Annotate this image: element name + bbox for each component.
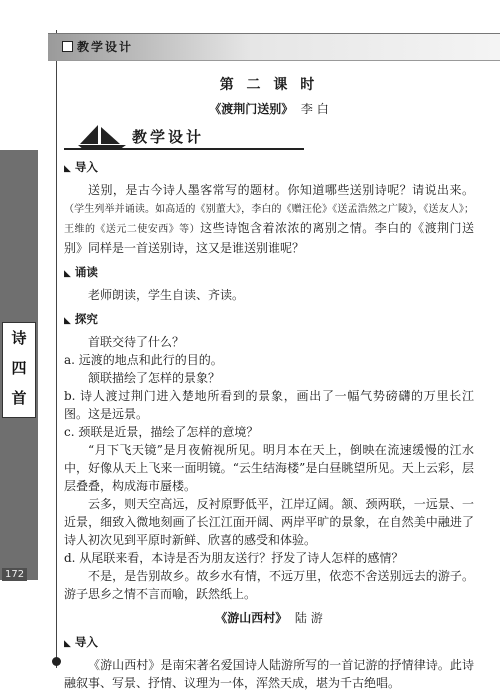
explore-question: 首联交待了什么？: [88, 335, 185, 349]
explore-question: c. 颈联是近景，描绘了怎样的意境？: [64, 425, 259, 439]
banner-underline: [64, 148, 304, 150]
poem-title: 《渡荆门送别》: [209, 102, 294, 116]
explore-paragraph: “月下飞天镜”是月夜俯视所见。明月本在天上，倒映在流速缓慢的江水中，好像从天上飞来一面明镜。“云生结海楼”是白昼眺望所见。天上云彩，层层叠叠，构成海市蜃楼。: [64, 443, 474, 493]
intro2-paragraph: 《游山西村》是南宋著名爱国诗人陆游所写的一首记游的抒情律诗。此诗融叙事、写景、抒情、议理为一体，浑然天成，堪为千古绝唱。: [64, 658, 474, 690]
section-heading-intro2: ◣ 导入: [64, 635, 98, 649]
poem-author: 李 白: [300, 102, 329, 116]
margin-rule: [56, 30, 57, 668]
margin-dot: [52, 657, 61, 666]
explore-answer: b. 诗人渡过荆门进入楚地所看到的景象，画出了一幅气势磅礴的万里长江图。这是远景。: [64, 389, 474, 421]
page-number: 172: [2, 568, 27, 581]
section-heading-read: ◣ 诵读: [64, 265, 98, 279]
checkbox-icon: [62, 41, 73, 52]
sailboat-icon: [76, 124, 128, 150]
banner-title: 教学设计: [132, 128, 205, 146]
arrow-icon: ◣: [64, 164, 71, 174]
side-tab: [2, 322, 36, 418]
poem-heading: [64, 609, 474, 627]
side-tab-char: 诗: [11, 329, 27, 347]
explore-question: d. 从尾联来看，本诗是否为朋友送行？抒发了诗人怎样的感情？: [64, 551, 404, 565]
section-heading-intro: ◣ 导入: [64, 160, 98, 174]
intro-paragraph: 送别，是古今诗人墨客常写的题材。你知道哪些送别诗呢？请说出来。（学生列举并诵读。如高适的《别董大》，李白的《赠汪伦》《送孟浩然之广陵》，《送友人》；王维的《送元二使安西》等）这些诗饱含着浓浓的离别之情。李白的《渡荆门送别》同样是一首送别诗，这又是谁送别谁呢？: [64, 183, 474, 255]
explore-paragraph: 不是，是告别故乡。故乡水有情，不远万里，依恋不舍送别远去的游子。游子思乡之情不言而喻，跃然纸上。: [64, 569, 474, 601]
lesson-title: 第 二 课 时: [219, 77, 319, 93]
poem-author: 陆 游: [294, 611, 323, 625]
arrow-icon: ◣: [64, 639, 71, 649]
poem-title: 《游山西村》: [215, 611, 288, 625]
section-heading-explore: ◣ 探究: [64, 312, 98, 326]
section-header-bar: [48, 33, 500, 61]
arrow-icon: ◣: [64, 269, 71, 279]
side-tab-char: 四: [11, 359, 27, 377]
explore-answer: a. 远渡的地点和此行的目的。: [64, 353, 223, 367]
main-content: [64, 72, 474, 692]
explore-question: 颔联描绘了怎样的景象？: [88, 371, 221, 385]
section-header-label: 教学设计: [77, 40, 134, 54]
arrow-icon: ◣: [64, 316, 71, 326]
explore-paragraph: 云多，则天空高远，反衬原野低平，江岸辽阔。颔、颈两联，一远景、一近景，细致入微地刻画了长江江面开阔、两岸平旷的景象，在自然美中融进了诗人初次见到平原时新鲜、欣喜的感受和体验。: [64, 497, 474, 547]
read-paragraph: 老师朗读，学生自读、齐读。: [88, 288, 245, 302]
poem-heading: [64, 100, 474, 118]
teaching-design-banner: [64, 124, 474, 150]
side-tab-char: 首: [11, 389, 27, 407]
